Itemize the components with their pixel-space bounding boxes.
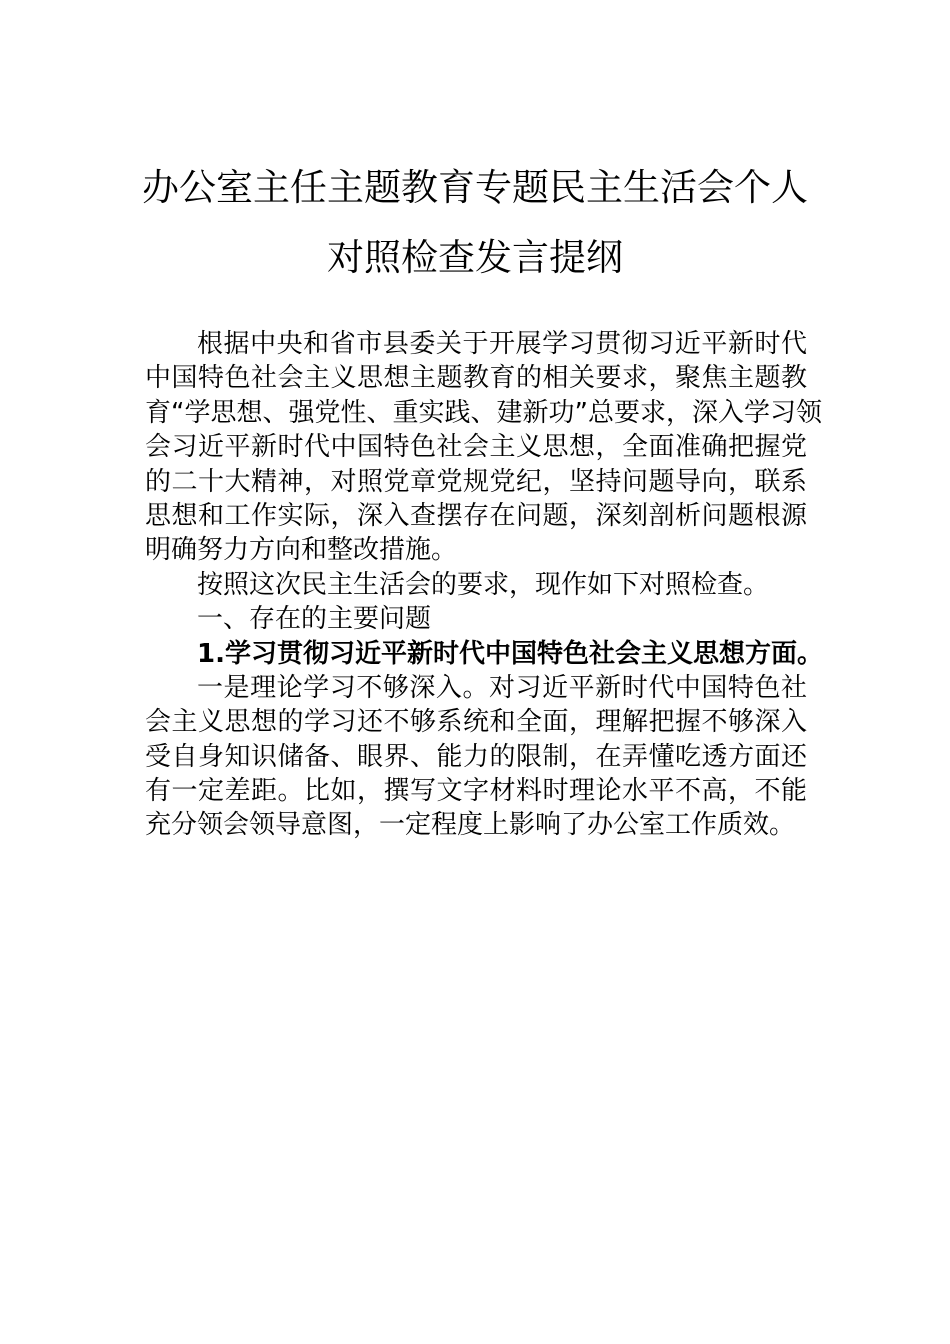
document-title-line-2: 对照检查发言提纲 — [327, 236, 623, 279]
paragraph-line: 明确努力方向和整改措施。 — [145, 535, 458, 566]
subsection-heading-text: 1.学习贯彻习近平新时代中国特色社会主义思想方面。 — [197, 638, 823, 669]
paragraph-line: 的二十大精神，对照党章党规党纪，坚持问题导向，联系 — [145, 466, 807, 497]
paragraph-issue-one — [145, 671, 807, 843]
paragraph-line: 充分领会领导意图，一定程度上影响了办公室工作质效。 — [145, 810, 796, 841]
paragraph-line: 育“学思想、强党性、重实践、建新功”总要求，深入学习领 — [145, 397, 822, 428]
section-heading-text: 一、存在的主要问题 — [197, 604, 432, 635]
paragraph-line: 一是理论学习不够深入。对习近平新时代中国特色社 — [197, 672, 807, 703]
document-title-line-1: 办公室主任主题教育专题民主生活会个人 — [142, 166, 808, 209]
paragraph-line: 有一定差距。比如，撰写文字材料时理论水平不高，不能 — [145, 776, 807, 807]
paragraph-intro — [145, 327, 822, 568]
paragraph-line: 会习近平新时代中国特色社会主义思想，全面准确把握党 — [145, 432, 807, 463]
section-heading — [145, 602, 807, 636]
subsection-heading — [145, 637, 823, 671]
paragraph-line: 思想和工作实际，深入查摆存在问题，深刻剖析问题根源 — [145, 500, 807, 531]
paragraph-line: 按照这次民主生活会的要求，现作如下对照检查。 — [197, 569, 770, 600]
document-body — [145, 327, 823, 843]
paragraph-line: 会主义思想的学习还不够系统和全面，理解把握不够深入 — [145, 707, 807, 738]
paragraph-line: 中国特色社会主义思想主题教育的相关要求，聚焦主题教 — [145, 363, 807, 394]
paragraph-line: 根据中央和省市县委关于开展学习贯彻习近平新时代 — [197, 329, 807, 359]
paragraph-line: 受自身知识储备、眼界、能力的限制，在弄懂吃透方面还 — [145, 741, 807, 772]
paragraph-statement — [145, 568, 807, 602]
